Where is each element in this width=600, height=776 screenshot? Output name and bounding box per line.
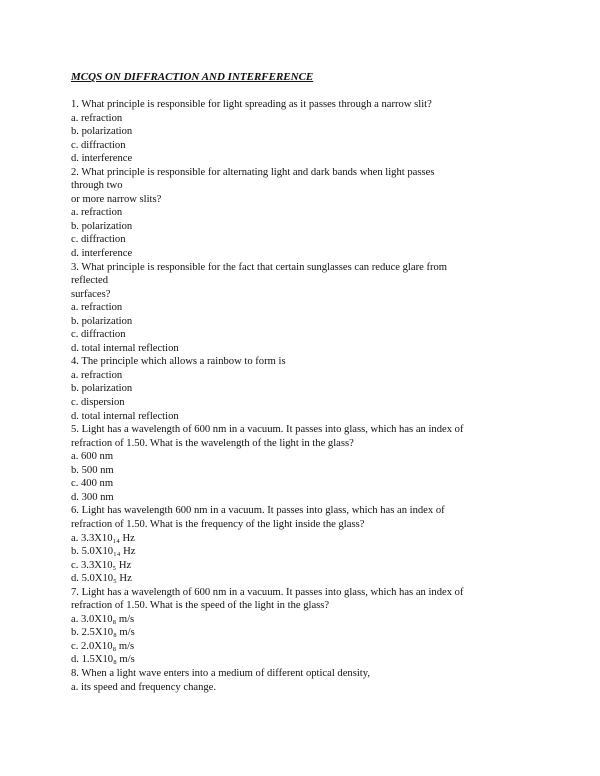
- question-list: [71, 98, 560, 694]
- text-line: through two: [71, 180, 123, 192]
- text-line: a. its speed and frequency change.: [71, 681, 217, 693]
- text-line: b. 2.5X10₈ m/s: [71, 627, 135, 639]
- text-line: c. diffraction: [71, 329, 126, 341]
- question-text: 8. When a light wave enters into a medium of different optical density,: [71, 667, 370, 679]
- text-line: c. 3.3X10₅ Hz: [71, 559, 132, 571]
- text-line: refraction of 1.50. What is the speed of the light in the glass?: [71, 600, 330, 612]
- question-text: 7. Light has a wavelength of 600 nm in a vacuum. It passes into glass, which has an index of: [71, 586, 464, 598]
- text-line: b. polarization: [71, 126, 133, 138]
- text-line: c. dispersion: [71, 397, 125, 409]
- text-line: a. refraction: [71, 369, 123, 381]
- question-text: 5. Light has a wavelength of 600 nm in a vacuum. It passes into glass, which has an index of: [71, 424, 464, 436]
- text-line: b. polarization: [71, 383, 133, 395]
- text-line: a. 600 nm: [71, 451, 114, 463]
- text-line: b. 5.0X10₁₄ Hz: [71, 546, 136, 558]
- text-line: c. diffraction: [71, 234, 126, 246]
- question-text: 2. What principle is responsible for alternating light and dark bands when light passes: [71, 166, 435, 178]
- text-line: d. interference: [71, 153, 133, 165]
- text-line: d. total internal reflection: [71, 342, 179, 354]
- text-line: d. 5.0X10₅ Hz: [71, 573, 132, 585]
- question-text: 1. What principle is responsible for light spreading as it passes through a narrow slit?: [71, 99, 432, 110]
- text-line: refraction of 1.50. What is the wavelength of the light in the glass?: [71, 437, 354, 449]
- document-title: MCQS ON DIFFRACTION AND INTERFERENCE: [71, 71, 314, 83]
- question-text: 6. Light has wavelength 600 nm in a vacuum. It passes into glass, which has an index of: [71, 505, 445, 517]
- text-line: b. polarization: [71, 315, 133, 327]
- text-line: d. 1.5X10₈ m/s: [71, 654, 135, 666]
- text-line: c. 400 nm: [71, 478, 114, 490]
- question-text: 3. What principle is responsible for the fact that certain sunglasses can reduce glare from: [71, 261, 448, 273]
- text-line: b. 500 nm: [71, 464, 114, 476]
- text-line: surfaces?: [71, 288, 111, 300]
- text-line: d. interference: [71, 248, 133, 260]
- text-line: d. 300 nm: [71, 491, 114, 503]
- question-text: 4. The principle which allows a rainbow to form is: [71, 356, 286, 368]
- text-line: a. 3.0X10₈ m/s: [71, 613, 135, 625]
- text-line: c. diffraction: [71, 139, 126, 151]
- text-line: a. 3.3X10₁₄ Hz: [71, 532, 135, 544]
- text-line: or more narrow slits?: [71, 193, 162, 205]
- text-line: a. refraction: [71, 302, 123, 314]
- text-line: refraction of 1.50. What is the frequency of the light inside the glass?: [71, 518, 365, 530]
- text-line: a. refraction: [71, 207, 123, 219]
- text-line: reflected: [71, 275, 109, 287]
- text-line: b. polarization: [71, 220, 133, 232]
- text-line: c. 2.0X10₈ m/s: [71, 640, 135, 652]
- text-line: a. refraction: [71, 112, 123, 124]
- text-line: d. total internal reflection: [71, 410, 179, 422]
